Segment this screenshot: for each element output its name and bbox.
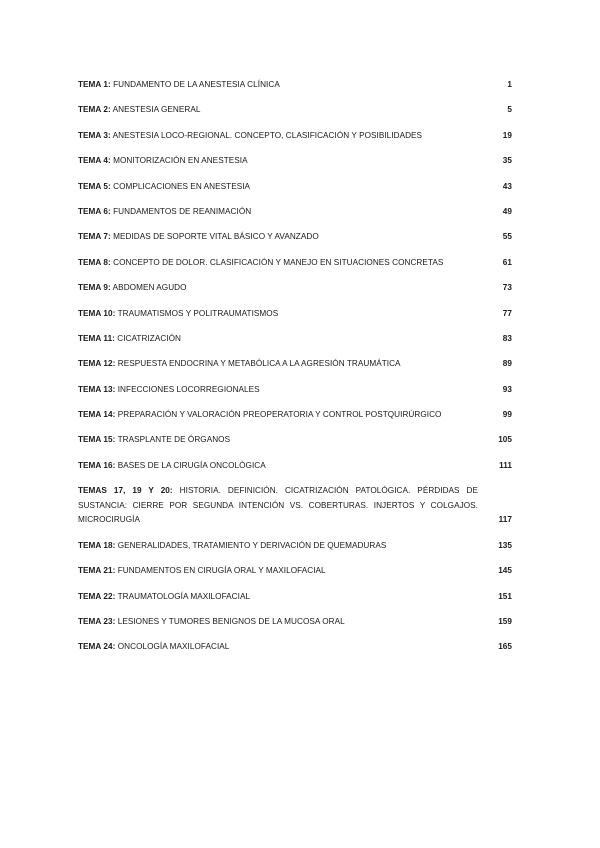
toc-entry[interactable]: [78, 590, 512, 605]
toc-entry-page: 105: [498, 435, 512, 445]
toc-entry[interactable]: [78, 78, 512, 93]
toc-entry-page: 77: [502, 308, 512, 318]
toc-entry-title: TEMA 23: LESIONES Y TUMORES BENIGNOS DE LA MUCOSA ORAL: [78, 617, 345, 626]
toc-entry-page: 135: [498, 540, 512, 550]
toc-entry-page: 55: [502, 232, 512, 242]
toc-entry-page: 73: [502, 283, 512, 293]
toc-entry-title: TEMA 24: ONCOLOGÍA MAXILOFACIAL: [78, 642, 230, 652]
toc-entry[interactable]: [78, 129, 512, 144]
toc-entry-title: TEMAS 17, 19 Y 20: HISTORIA. DEFINICIÓN. CICATRIZACIÓN PATOLÓGICA. PÉRDIDAS DE SUSTANCIA: CIERRE POR SEGUNDA INTENCIÓN VS. COBERTURAS. INJERTOS Y COLGAJOS. MICROCIRUGÍA: [78, 486, 478, 525]
toc-entry[interactable]: [78, 357, 512, 372]
toc-entry-page: 165: [498, 642, 512, 652]
toc-entry-title: TEMA 16: BASES DE LA CIRUGÍA ONCOLÓGICA: [78, 460, 266, 470]
toc-entry-title: TEMA 6: FUNDAMENTOS DE REANIMACIÓN: [78, 206, 252, 216]
toc-entry[interactable]: [78, 383, 512, 398]
toc-entry-title: TEMA 11: CICATRIZACIÓN: [78, 333, 182, 343]
toc-entry-page: 49: [502, 206, 512, 216]
toc-entry[interactable]: [78, 640, 512, 655]
toc-entry-page: 19: [502, 130, 512, 140]
toc-entry[interactable]: [78, 154, 512, 169]
toc-entry-page: 111: [499, 460, 512, 470]
toc-entry-page: 35: [502, 156, 512, 166]
toc-entry[interactable]: [78, 539, 512, 554]
toc-entry[interactable]: [78, 459, 512, 474]
toc-entry[interactable]: [78, 408, 512, 423]
toc-entry-page: 99: [502, 410, 512, 420]
toc-entry[interactable]: [78, 103, 512, 118]
toc-entry[interactable]: [78, 307, 512, 322]
toc-entry-title: TEMA 9: ABDOMEN AGUDO: [78, 283, 187, 293]
toc-entry-title: TEMA 4: MONITORIZACIÓN EN ANESTESIA: [78, 156, 248, 166]
toc-entry-page: 159: [498, 617, 512, 626]
toc-entry[interactable]: [78, 180, 512, 195]
toc-entry-title: TEMA 12: RESPUESTA ENDOCRINA Y METABÓLICA A LA AGRESIÓN TRAUMÁTICA: [78, 359, 401, 369]
toc-entry[interactable]: [78, 433, 512, 448]
toc-entry-title: TEMA 1: FUNDAMENTO DE LA ANESTESIA CLÍNICA: [78, 80, 280, 89]
toc-entry-page: 5: [507, 105, 512, 115]
toc-entry-title: TEMA 5: COMPLICACIONES EN ANESTESIA: [78, 181, 251, 191]
toc-entry-title: TEMA 10: TRAUMATISMOS Y POLITRAUMATISMOS: [78, 308, 279, 318]
toc-entry-title: TEMA 13: INFECCIONES LOCORREGIONALES: [78, 384, 260, 394]
toc-entry[interactable]: [78, 332, 512, 347]
toc-entry-page: 83: [502, 333, 512, 343]
toc-entry-title: TEMA 15: TRASPLANTE DE ÓRGANOS: [78, 435, 231, 445]
toc-entry-page: 61: [502, 257, 512, 267]
toc-entry-title: TEMA 22: TRAUMATOLOGÍA MAXILOFACIAL: [78, 591, 251, 601]
toc-entry-page: 1: [507, 80, 512, 89]
toc-entry-page: 117: [498, 515, 512, 525]
toc-entry-title: TEMA 3: ANESTESIA LOCO-REGIONAL. CONCEPTO, CLASIFICACIÓN Y POSIBILIDADES: [78, 130, 423, 140]
toc-entry[interactable]: [78, 564, 512, 579]
toc-entry-page: 43: [502, 181, 512, 191]
toc-entry-page: 151: [498, 591, 512, 601]
table-of-contents: [78, 78, 512, 666]
toc-entry-title: TEMA 2: ANESTESIA GENERAL: [78, 105, 201, 115]
toc-entry-title: TEMA 18: GENERALIDADES, TRATAMIENTO Y DERIVACIÓN DE QUEMADURAS: [78, 540, 387, 550]
toc-entry-title: TEMA 7: MEDIDAS DE SOPORTE VITAL BÁSICO Y AVANZADO: [78, 232, 319, 242]
toc-entry[interactable]: [78, 615, 512, 630]
toc-entry-title: TEMA 21: FUNDAMENTOS EN CIRUGÍA ORAL Y MAXILOFACIAL: [78, 566, 326, 576]
toc-entry-page: 145: [498, 566, 512, 576]
toc-entry[interactable]: [78, 230, 512, 245]
toc-entry-title: TEMA 14: PREPARACIÓN Y VALORACIÓN PREOPERATORIA Y CONTROL POSTQUIRÚRGICO: [78, 410, 442, 420]
toc-entry[interactable]: [78, 256, 512, 271]
toc-entry[interactable]: [78, 484, 512, 528]
toc-entry-title: TEMA 8: CONCEPTO DE DOLOR. CLASIFICACIÓN Y MANEJO EN SITUACIONES CONCRETAS: [78, 257, 444, 267]
toc-entry[interactable]: [78, 205, 512, 220]
toc-entry-page: 93: [502, 384, 512, 394]
toc-entry-page: 89: [502, 359, 512, 369]
toc-entry[interactable]: [78, 281, 512, 296]
